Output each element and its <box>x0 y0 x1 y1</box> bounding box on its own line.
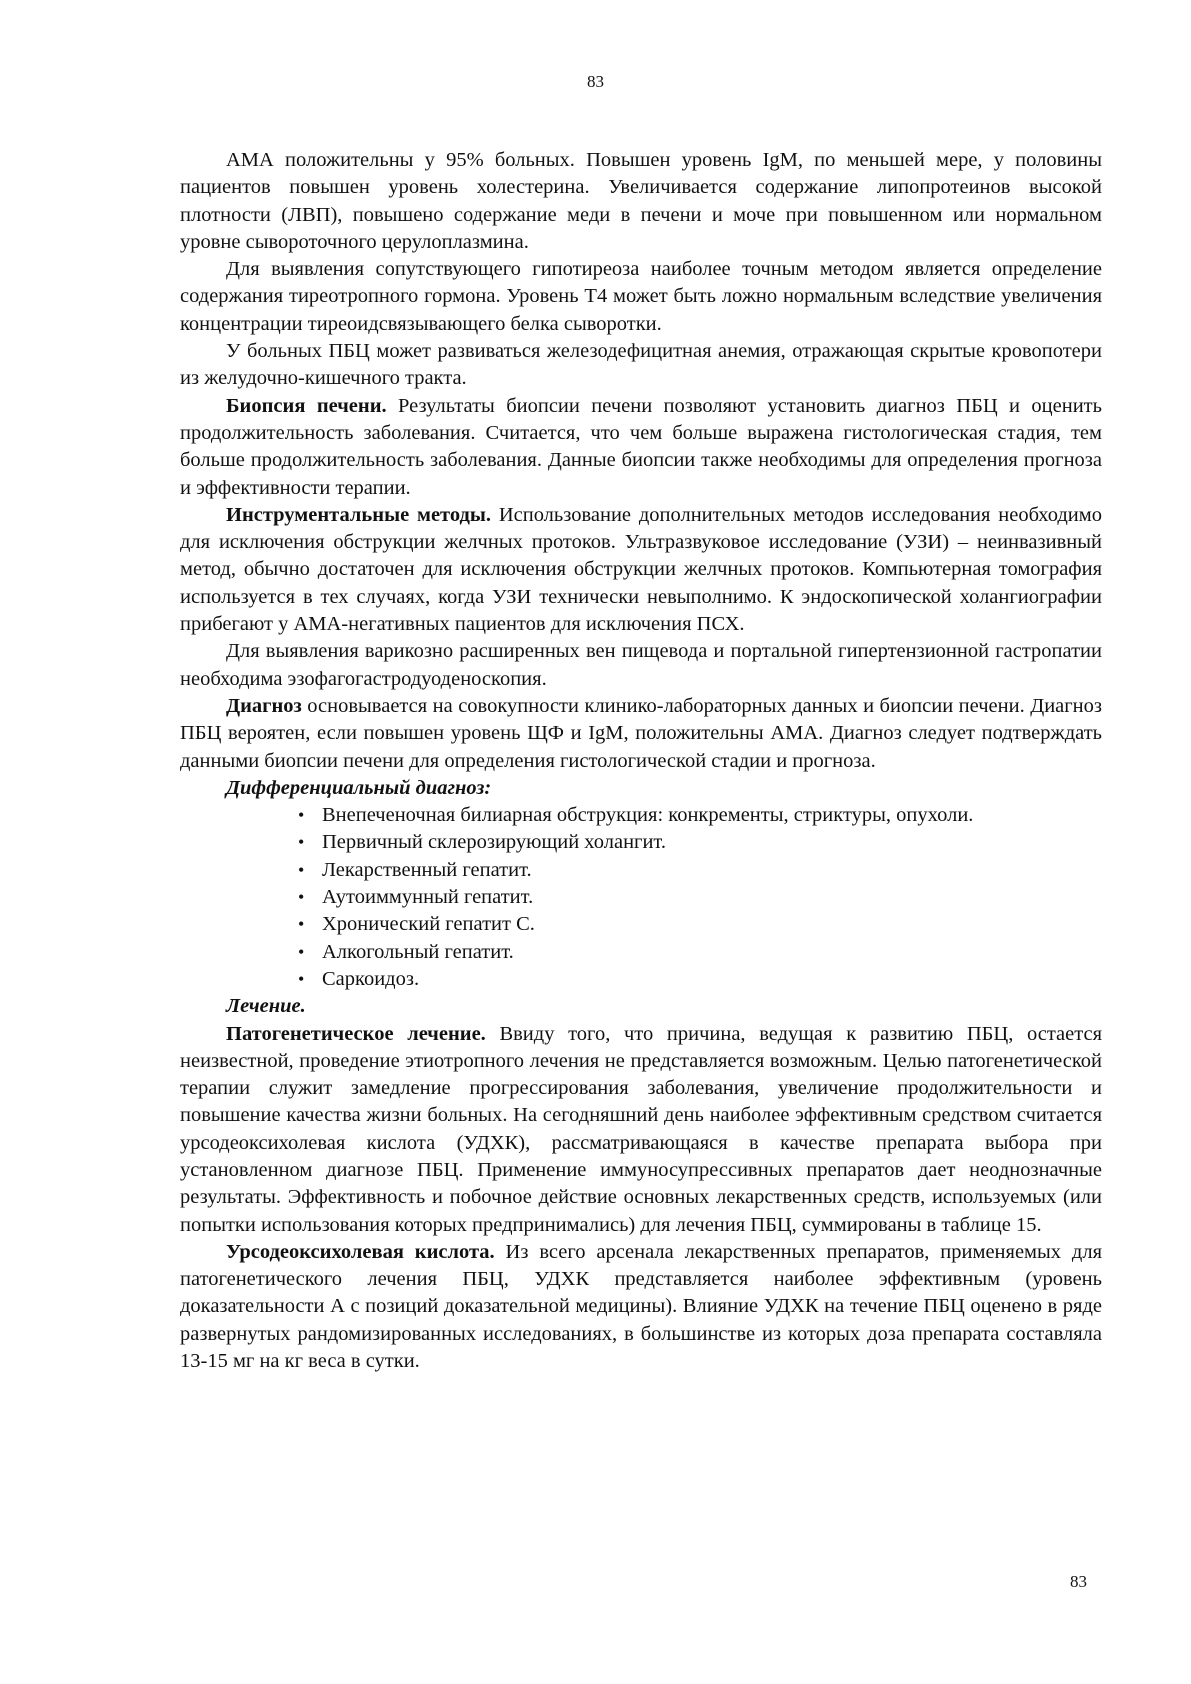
list-item-text: Алкогольный гепатит. <box>322 940 514 963</box>
list-item <box>294 966 1102 993</box>
paragraph-anemia: У больных ПБЦ может развиваться железодефицитная анемия, отражающая скрытые кровопотери из желудочно-кишечного тракта. <box>180 340 1102 390</box>
paragraph-ama: АМА положительны у 95% больных. Повышен уровень IgM, по меньшей мере, у половины пациентов повышен уровень холестерина. Увеличивается содержание липопротеинов высокой плотности (ЛВП), повышено содержание меди в печени и моче при повышенном или нормальном уровне сывороточного церулоплазмина. <box>180 149 1102 253</box>
document-body <box>180 147 1102 1375</box>
bullet-icon: • <box>298 832 305 853</box>
list-item <box>294 857 1102 884</box>
instrumental-methods-text: Использование дополнительных методов исследования необходимо для исключения обструкции желчных протоков. Ультразвуковое исследование (УЗИ) – неинвазивный метод, обычно достаточен для исключения обструкции желчных протоков. Компьютерная томография используется в тех случаях, когда УЗИ технически невыполнимо. К эндоскопической холангиографии прибегают у АМА-негативных пациентов для исключения ПСХ. <box>180 503 1102 636</box>
differential-diagnosis-list <box>180 802 1102 993</box>
diagnosis-text: основывается на совокупности клинико-лабораторных данных и биопсии печени. Диагноз ПБЦ вероятен, если повышен уровень ЩФ и IgM, положительны АМА. Диагноз следует подтверждать данными биопсии печени для определения гистологической стадии и прогноза. <box>180 694 1102 772</box>
page-number-top: 83 <box>587 72 604 91</box>
pathogenetic-treatment-heading: Патогенетическое лечение. <box>226 1022 486 1045</box>
paragraph-hypothyroidism: Для выявления сопутствующего гипотиреоза наиболее точным методом является определение содержания тиреотропного гормона. Уровень Т4 может быть ложно нормальным вследствие увеличения концентрации тиреоидсвязывающего белка сыворотки. <box>180 258 1102 335</box>
bullet-icon: • <box>298 859 305 880</box>
pathogenetic-treatment-text: Ввиду того, что причина, ведущая к развитию ПБЦ, остается неизвестной, проведение этиотропного лечения не представляется возможным. Целью патогенетической терапии служит замедление прогрессирования заболевания, увеличение продолжительности и повышение качества жизни больных. На сегодняшний день наиболее эффективным средством считается урсодеоксихолевая кислота (УДХК), рассматривающаяся в качестве препарата выбора при установленном диагнозе ПБЦ. Применение иммуносупрессивных препаратов дает неоднозначные результаты. Эффективность и побочное действие основных лекарственных средств, используемых (или попытки использования которых предпринимались) для лечения ПБЦ, суммированы в таблице 15. <box>180 1022 1102 1236</box>
bullet-icon: • <box>298 914 305 935</box>
bullet-icon: • <box>298 805 305 826</box>
udca-heading: Урсодеоксихолевая кислота. <box>226 1240 495 1263</box>
paragraph-liver-biopsy <box>180 393 1102 502</box>
list-item <box>294 911 1102 938</box>
list-item-text: Лекарственный гепатит. <box>322 858 532 881</box>
list-item-text: Аутоиммунный гепатит. <box>322 886 534 909</box>
liver-biopsy-text: Результаты биопсии печени позволяют установить диагноз ПБЦ и оценить продолжительность заболевания. Считается, что чем больше выражена гистологическая стадия, тем больше продолжительность заболевания. Данные биопсии также необходимы для определения прогноза и эффективности терапии. <box>180 394 1102 499</box>
instrumental-methods-heading: Инструментальные методы. <box>226 503 492 526</box>
paragraph-instrumental-methods <box>180 502 1102 638</box>
bullet-icon: • <box>298 968 305 989</box>
udca-text: Из всего арсенала лекарственных препаратов, применяемых для патогенетического лечения ПБЦ, УДХК представляется наиболее эффективным (уровень доказательности А с позиций доказательной медицины). Влияние УДХК на течение ПБЦ оценено в ряде развернутых рандомизированных исследованиях, в большинстве из которых доза препарата составляла 13-15 мг на кг веса в сутки. <box>180 1240 1102 1373</box>
paragraph-diagnosis <box>180 693 1102 775</box>
differential-diagnosis-heading: Дифференциальный диагноз: <box>226 776 492 799</box>
list-item-text: Саркоидоз. <box>322 967 420 990</box>
page-number-bottom: 83 <box>1070 1572 1087 1591</box>
treatment-heading: Лечение. <box>226 995 306 1018</box>
list-item-text: Первичный склерозирующий холангит. <box>322 831 666 854</box>
paragraph-pathogenetic-treatment <box>180 1021 1102 1239</box>
list-item <box>294 884 1102 911</box>
list-item <box>294 802 1102 829</box>
list-item <box>294 829 1102 856</box>
diagnosis-heading: Диагноз <box>226 694 302 717</box>
paragraph-udca <box>180 1239 1102 1375</box>
bullet-icon: • <box>298 941 305 962</box>
bullet-icon: • <box>298 887 305 908</box>
list-item-text: Внепеченочная билиарная обструкция: конкременты, стриктуры, опухоли. <box>322 804 974 827</box>
liver-biopsy-heading: Биопсия печени. <box>226 394 387 417</box>
list-item <box>294 939 1102 966</box>
list-item-text: Хронический гепатит С. <box>322 913 535 936</box>
paragraph-varicose: Для выявления варикозно расширенных вен пищевода и портальной гипертензионной гастропатии необходима эзофагогастродуоденоскопия. <box>180 640 1102 690</box>
